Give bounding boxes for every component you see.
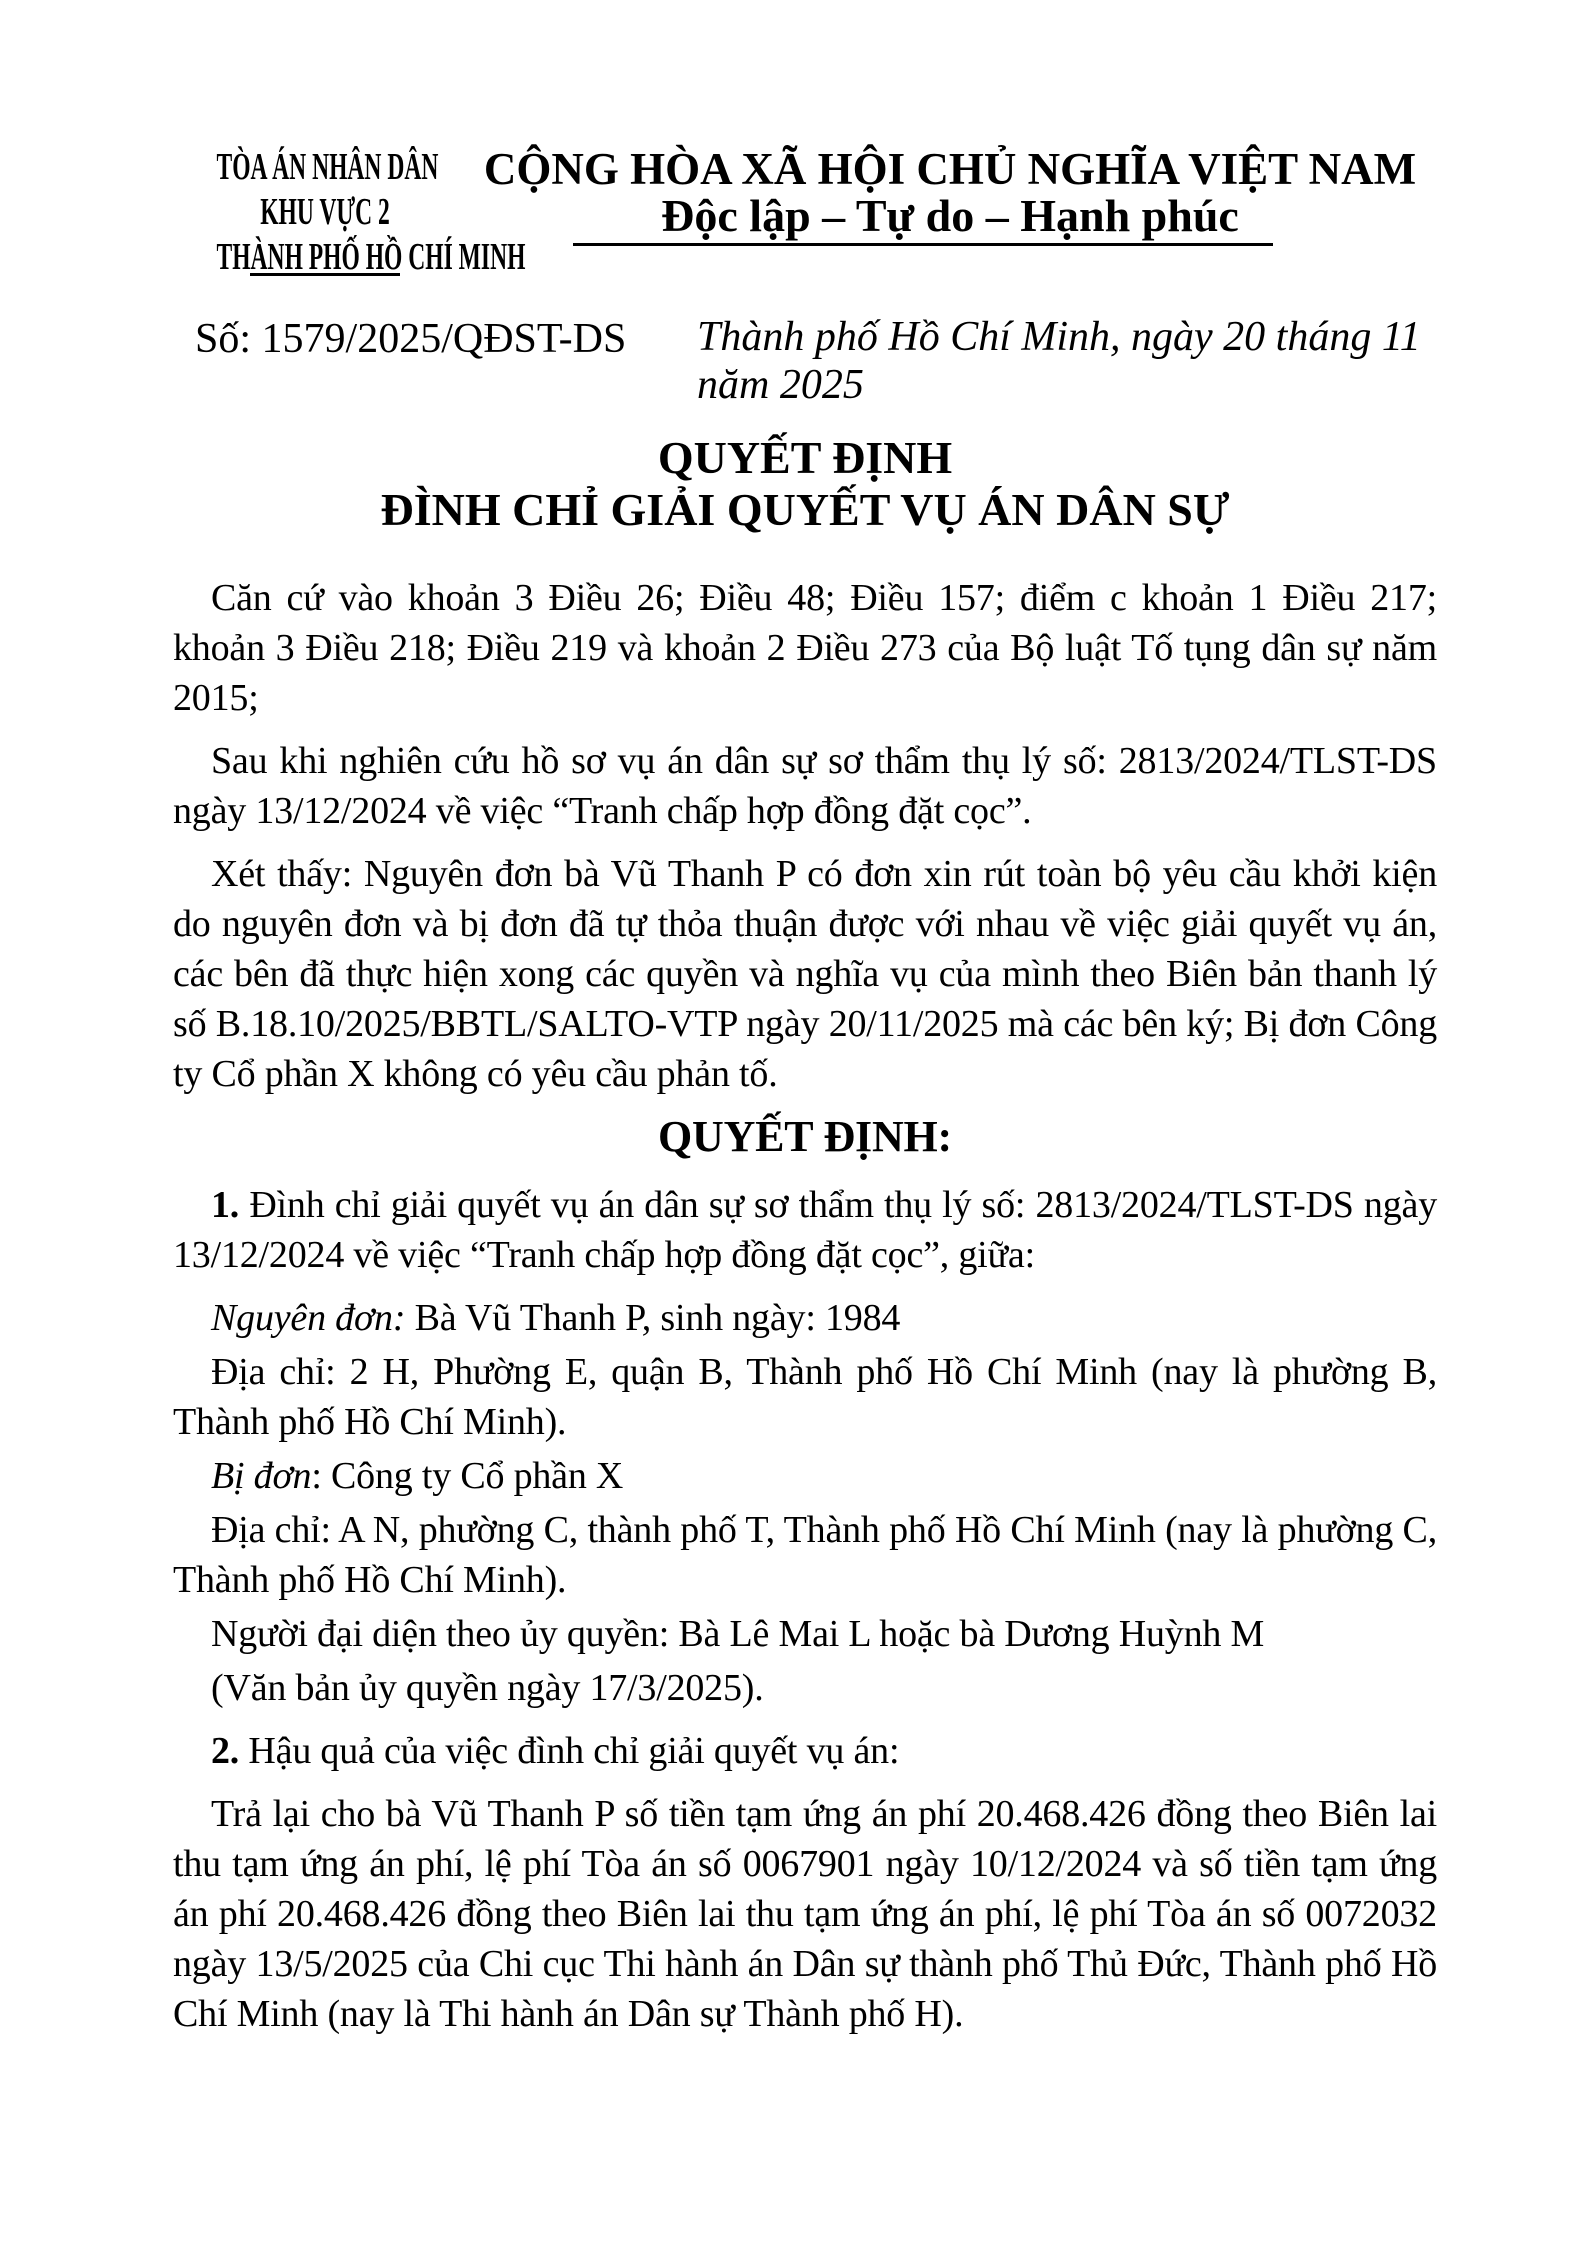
- court-name-line3: THÀNH PHỐ HỒ CHÍ MINH: [216, 236, 526, 278]
- national-header-line2: Độc lập – Tự do – Hạnh phúc: [661, 190, 1239, 241]
- court-name-line2: KHU VỰC 2: [260, 191, 390, 233]
- authorization-line: (Văn bản ủy quyền ngày 17/3/2025).: [211, 1667, 764, 1709]
- paragraph-case-review: Sau khi nghiên cứu hồ sơ vụ án dân sự sơ thẩm thụ lý số: 2813/2024/TLST-DS ngày 13/12/2024 về việc “Tranh chấp hợp đồng đặt cọc”.: [173, 740, 1437, 832]
- paragraph-findings: Xét thấy: Nguyên đơn bà Vũ Thanh P có đơn xin rút toàn bộ yêu cầu khởi kiện do nguyên đơn và bị đơn đã tự thỏa thuận được với nhau về việc giải quyết vụ án, các bên đã thực hiện xong các quyền và nghĩa vụ của mình theo Biên bản thanh lý số B.18.10/2025/BBTL/SALTO-VTP ngày 20/11/2025 mà các bên ký; Bị đơn Công ty Cổ phần X không có yêu cầu phản tố.: [173, 853, 1437, 1095]
- document-title: [173, 432, 1437, 536]
- plaintiff-label: Nguyên đơn:: [211, 1297, 406, 1339]
- decision-item-2: [173, 1726, 1437, 1776]
- paragraph-consequences: Trả lại cho bà Vũ Thanh P số tiền tạm ứng án phí 20.468.426 đồng theo Biên lai thu tạm ứng án phí, lệ phí Tòa án số 0067901 ngày 10/12/2024 và số tiền tạm ứng án phí 20.468.426 đồng theo Biên lai thu tạm ứng án phí, lệ phí Tòa án số 0072032 ngày 13/5/2025 của Chi cục Thi hành án Dân sự thành phố Thủ Đức, Thành phố Hồ Chí Minh (nay là Thi hành án Dân sự Thành phố H).: [173, 1793, 1437, 2035]
- plaintiff-text: Bà Vũ Thanh P, sinh ngày: 1984: [405, 1297, 901, 1339]
- item2-text: Hậu quả của việc đình chỉ giải quyết vụ án:: [239, 1730, 900, 1772]
- national-header: [480, 144, 1420, 241]
- paragraph-legal-basis: Căn cứ vào khoản 3 Điều 26; Điều 48; Điều 157; điểm c khoản 1 Điều 217; khoản 3 Điều 218; Điều 219 và khoản 2 Điều 273 của Bộ luật Tố tụng dân sự năm 2015;: [173, 577, 1437, 719]
- defendant-text: : Công ty Cổ phần X: [311, 1455, 624, 1497]
- plaintiff-line: [173, 1293, 1437, 1343]
- national-header-line1: CỘNG HÒA XÃ HỘI CHỦ NGHĨA VIỆT NAM: [483, 144, 1417, 194]
- document-number: Số: 1579/2025/QĐST-DS: [195, 316, 627, 362]
- title-line1: QUYẾT ĐỊNH: [657, 432, 953, 483]
- representative-line: Người đại diện theo ủy quyền: Bà Lê Mai L hoặc bà Dương Huỳnh M: [211, 1613, 1265, 1655]
- item1-number: 1.: [211, 1184, 240, 1226]
- national-header-rule: [573, 243, 1273, 246]
- defendant-address: Địa chỉ: A N, phường C, thành phố T, Thành phố Hồ Chí Minh (nay là phường C, Thành phố Hồ Chí Minh).: [173, 1509, 1437, 1601]
- item2-number: 2.: [211, 1730, 240, 1772]
- decision-item-1: [173, 1180, 1437, 1280]
- court-header: [216, 145, 526, 280]
- decision-heading: QUYẾT ĐỊNH:: [657, 1112, 953, 1161]
- document-body: [173, 573, 1437, 2043]
- title-line2: ĐÌNH CHỈ GIẢI QUYẾT VỤ ÁN DÂN SỰ: [380, 484, 1230, 535]
- place-date: Thành phố Hồ Chí Minh, ngày 20 tháng 11 năm 2025: [697, 314, 1421, 408]
- plaintiff-address: Địa chỉ: 2 H, Phường E, quận B, Thành phố Hồ Chí Minh (nay là phường B, Thành phố Hồ Chí Minh).: [173, 1351, 1437, 1443]
- item1-text: Đình chỉ giải quyết vụ án dân sự sơ thẩm thụ lý số: 2813/2024/TLST-DS ngày 13/12/2024 về việc “Tranh chấp hợp đồng đặt cọc”, giữa:: [173, 1184, 1437, 1276]
- court-header-rule: [250, 273, 400, 276]
- defendant-label: Bị đơn: [211, 1455, 312, 1497]
- court-name-line1: TÒA ÁN NHÂN DÂN: [216, 146, 439, 188]
- defendant-line: [173, 1451, 1437, 1501]
